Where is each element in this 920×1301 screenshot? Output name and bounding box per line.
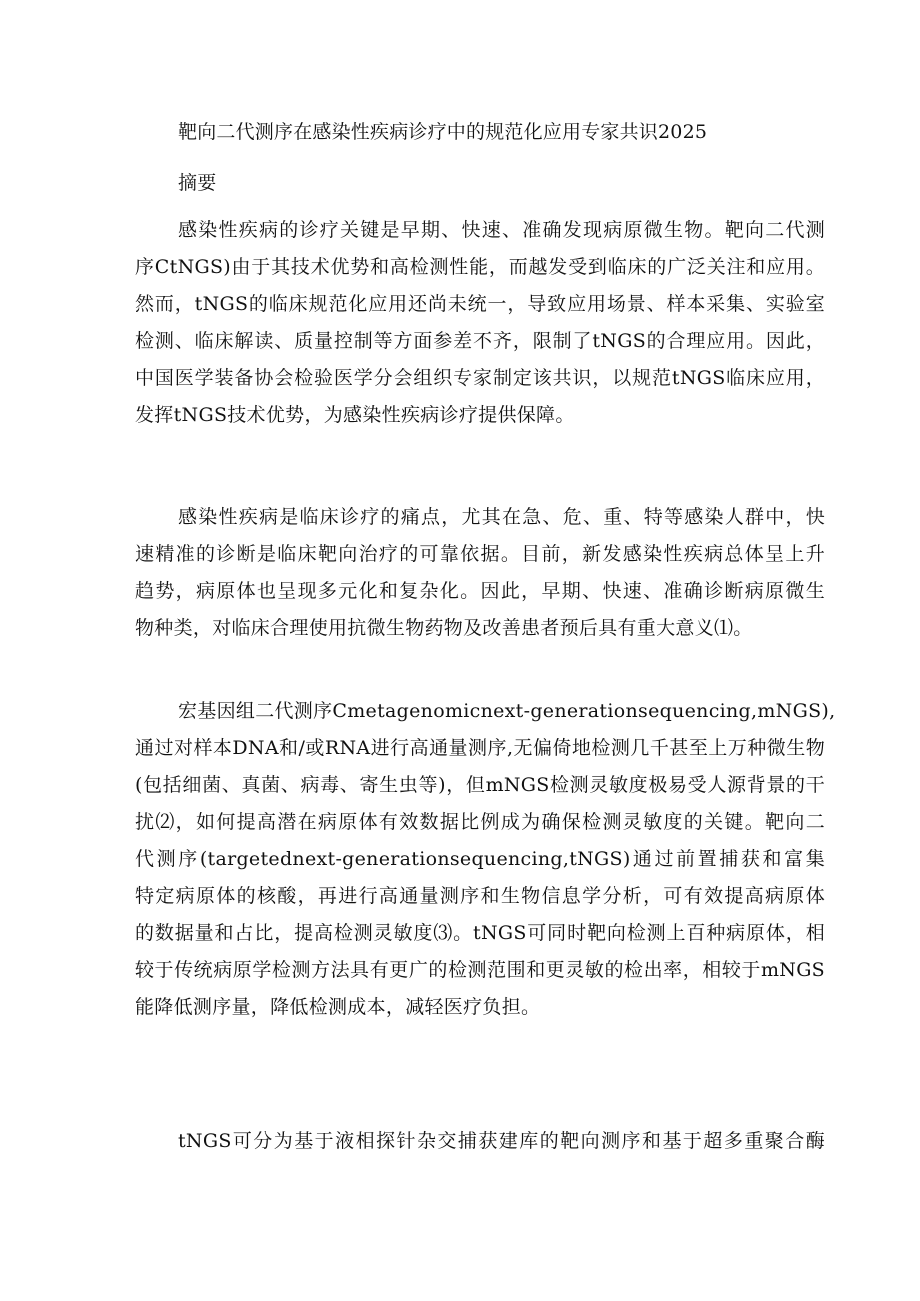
paragraph — [135, 693, 836, 1026]
text-line: 物种类，对临床合理使用抗微生物药物及改善患者预后具有重大意义⑴。 — [135, 617, 753, 639]
text-line: 发挥tNGS技术优势，为感染性疾病诊疗提供保障。 — [135, 404, 575, 426]
text-line: 通过对样本DNA和/或RNA进行高通量测序,无偏倚地检测几千甚至上万种微生物 — [135, 737, 825, 759]
text-line: 中国医学装备协会检验医学分会组织专家制定该共识，以规范tNGS临床应用， — [135, 367, 825, 389]
paragraph — [135, 499, 825, 647]
text-line: 的数据量和占比，提高检测灵敏度⑶。tNGS可同时靶向检测上百种病原体，相 — [135, 922, 825, 944]
text-line: 特定病原体的核酸，再进行高通量测序和生物信息学分析，可有效提高病原体 — [135, 885, 825, 907]
text-line: 扰⑵，如何提高潜在病原体有效数据比例成为确保检测灵敏度的关键。靶向二 — [135, 811, 825, 833]
paragraph — [135, 1123, 825, 1160]
abstract-heading: 摘要 — [178, 172, 217, 194]
text-line: 感染性疾病是临床诊疗的痛点，尤其在急、危、重、特等感染人群中，快 — [178, 506, 825, 528]
document-title: 靶向二代测序在感染性疾病诊疗中的规范化应用专家共识2025 — [178, 121, 708, 143]
text-line: 代测序(targetednext-generationsequencing,tNGS)通过前置捕获和富集 — [135, 848, 825, 870]
text-line: 宏基因组二代测序Cmetagenomicnext-generationsequencing,mNGS), — [178, 700, 836, 722]
text-line: 速精准的诊断是临床靶向治疗的可靠依据。目前，新发感染性疾病总体呈上升 — [135, 543, 825, 565]
text-line: 较于传统病原学检测方法具有更广的检测范围和更灵敏的检出率，相较于mNGS — [135, 959, 825, 981]
text-line: 检测、临床解读、质量控制等方面参差不齐，限制了tNGS的合理应用。因此， — [135, 330, 825, 352]
text-line: (包括细菌、真菌、病毒、寄生虫等)，但mNGS检测灵敏度极易受人源背景的干 — [135, 774, 825, 796]
text-line: 感染性疾病的诊疗关键是早期、快速、准确发现病原微生物。靶向二代测 — [178, 219, 825, 241]
text-line: 序CtNGS)由于其技术优势和高检测性能，而越发受到临床的广泛关注和应用。 — [135, 256, 825, 278]
paragraph — [135, 212, 825, 434]
text-line: 能降低测序量，降低检测成本，减轻医疗负担。 — [135, 996, 541, 1018]
text-line: tNGS可分为基于液相探针杂交捕获建库的靶向测序和基于超多重聚合酶 — [178, 1130, 825, 1152]
text-line: 然而，tNGS的临床规范化应用还尚未统一，导致应用场景、样本采集、实验室 — [135, 293, 825, 315]
text-line: 趋势，病原体也呈现多元化和复杂化。因此，早期、快速、准确诊断病原微生 — [135, 580, 825, 602]
